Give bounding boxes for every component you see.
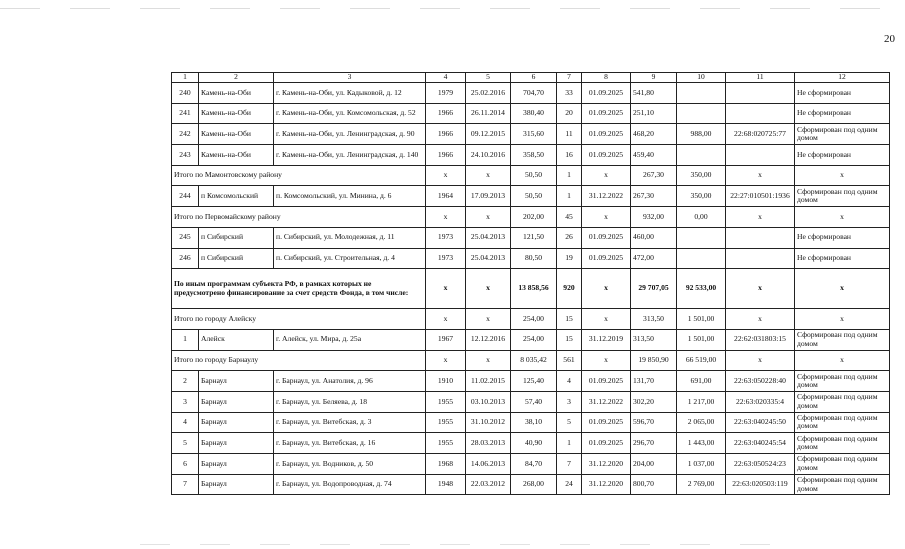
table-cell: 7 (557, 454, 582, 475)
column-number: 11 (726, 73, 795, 83)
table-cell: 245 (172, 227, 199, 248)
table-cell: 22:63:050228:40 (726, 371, 795, 392)
subtotal-cell: 313,50 (631, 309, 677, 330)
table-cell: 01.09.2025 (582, 124, 631, 145)
table-cell: 01.09.2025 (582, 371, 631, 392)
table-cell: п. Сибирский, ул. Молодежная, д. 11 (274, 227, 426, 248)
page-number: 20 (884, 33, 895, 45)
column-number: 4 (426, 73, 466, 83)
table-cell: 4 (172, 412, 199, 433)
table-cell: 01.09.2025 (582, 145, 631, 166)
table-cell: 1955 (426, 412, 466, 433)
table-cell: Сформирован под одним домом (795, 371, 890, 392)
table-cell: 31.12.2022 (582, 186, 631, 207)
table-row (172, 454, 890, 475)
subtotal-cell: x (426, 207, 466, 228)
subtotal-cell: x (426, 309, 466, 330)
table-cell: 704,70 (511, 83, 557, 104)
table-cell: г. Барнаул, ул. Беляева, д. 18 (274, 391, 426, 412)
table-cell: 15 (557, 329, 582, 350)
table-cell: 33 (557, 83, 582, 104)
subtotal-row (172, 207, 890, 228)
table-cell: 204,00 (631, 454, 677, 475)
subtotal-cell: 1 (557, 165, 582, 186)
subtotal-cell: x (426, 165, 466, 186)
subtotal-cell: 8 035,42 (511, 350, 557, 371)
table-cell: 131,70 (631, 371, 677, 392)
table-cell: 268,00 (511, 474, 557, 495)
table-cell (726, 145, 795, 166)
subtotal-cell: x (582, 207, 631, 228)
table-cell: 691,00 (677, 371, 726, 392)
table-cell: 1 443,00 (677, 433, 726, 454)
subtotal-cell: x (466, 269, 511, 309)
table-cell: 26.11.2014 (466, 103, 511, 124)
table-cell: 22.03.2012 (466, 474, 511, 495)
table-cell: 22:63:050524:23 (726, 454, 795, 475)
table-cell: Сформирован под одним домом (795, 412, 890, 433)
table-cell: 242 (172, 124, 199, 145)
table-cell: г. Барнаул, ул. Витебская, д. 3 (274, 412, 426, 433)
table-cell: 3 (172, 391, 199, 412)
table-cell: 16 (557, 145, 582, 166)
table-cell: 25.02.2016 (466, 83, 511, 104)
table-cell: 1979 (426, 83, 466, 104)
subtotal-label: Итого по Мамонтовскому району (172, 165, 426, 186)
table-cell: 1 (557, 433, 582, 454)
table-cell: п Сибирский (199, 227, 274, 248)
subtotal-cell: 0,00 (677, 207, 726, 228)
subtotal-cell: 29 707,05 (631, 269, 677, 309)
table-cell: п Сибирский (199, 248, 274, 269)
table-row (172, 371, 890, 392)
subtotal-label: По иным программам субъекта РФ, в рамках которых не предусмотрено финансирование за счет средств Фонда, в том числе: (172, 269, 426, 309)
table-cell: 468,20 (631, 124, 677, 145)
subtotal-cell: 13 858,56 (511, 269, 557, 309)
column-number: 8 (582, 73, 631, 83)
subtotal-cell: x (582, 350, 631, 371)
subtotal-cell: x (726, 350, 795, 371)
subtotal-cell: x (582, 309, 631, 330)
table-row (172, 391, 890, 412)
table-cell: Сформирован под одним домом (795, 186, 890, 207)
column-number: 2 (199, 73, 274, 83)
subtotal-cell: 19 850,90 (631, 350, 677, 371)
table-cell: 1973 (426, 248, 466, 269)
table-cell: п. Сибирский, ул. Строительная, д. 4 (274, 248, 426, 269)
column-number-row (172, 73, 890, 83)
table-row (172, 145, 890, 166)
table-cell: п. Комсомольский, ул. Минина, д. 6 (274, 186, 426, 207)
table-cell: 296,70 (631, 433, 677, 454)
subtotal-cell: x (795, 309, 890, 330)
table-cell: 302,20 (631, 391, 677, 412)
table-cell: 01.09.2025 (582, 227, 631, 248)
table-cell: 240 (172, 83, 199, 104)
table-row (172, 433, 890, 454)
column-number: 6 (511, 73, 557, 83)
table-cell: 22:63:020503:119 (726, 474, 795, 495)
scan-artifact-top (0, 8, 905, 9)
table-row (172, 474, 890, 495)
table-cell: 03.10.2013 (466, 391, 511, 412)
table-cell: 4 (557, 371, 582, 392)
table-cell: г. Алейск, ул. Мира, д. 25а (274, 329, 426, 350)
table-cell (677, 145, 726, 166)
table-cell: 1955 (426, 433, 466, 454)
table-cell: 31.12.2020 (582, 454, 631, 475)
table-cell: 40,90 (511, 433, 557, 454)
table-cell: 25.04.2013 (466, 248, 511, 269)
table-cell: г. Барнаул, ул. Витебская, д. 16 (274, 433, 426, 454)
subtotal-cell: 92 533,00 (677, 269, 726, 309)
subtotal-cell: 267,30 (631, 165, 677, 186)
table-cell: 121,50 (511, 227, 557, 248)
table-cell: 251,10 (631, 103, 677, 124)
table-cell: 350,00 (677, 186, 726, 207)
table-cell: 31.10.2012 (466, 412, 511, 433)
table-cell: 1 217,00 (677, 391, 726, 412)
subtotal-cell: x (466, 309, 511, 330)
table-cell: 1948 (426, 474, 466, 495)
table-cell: Барнаул (199, 371, 274, 392)
table-cell (677, 227, 726, 248)
table-cell: Барнаул (199, 454, 274, 475)
subtotal-row (172, 165, 890, 186)
table-cell: 24 (557, 474, 582, 495)
table-cell: Барнаул (199, 391, 274, 412)
table-cell: Барнаул (199, 433, 274, 454)
table-cell: Не сформирован (795, 145, 890, 166)
table-cell: 01.09.2025 (582, 433, 631, 454)
table-row (172, 329, 890, 350)
table-cell: 596,70 (631, 412, 677, 433)
table-cell: 01.09.2025 (582, 103, 631, 124)
table-cell: 1966 (426, 103, 466, 124)
table-cell: 20 (557, 103, 582, 124)
table-cell: 11.02.2015 (466, 371, 511, 392)
subtotal-cell: x (426, 269, 466, 309)
table-cell: 28.03.2013 (466, 433, 511, 454)
table-cell (677, 103, 726, 124)
column-number: 7 (557, 73, 582, 83)
table-cell: 26 (557, 227, 582, 248)
table-cell: Барнаул (199, 474, 274, 495)
table-cell: 01.09.2025 (582, 412, 631, 433)
table-cell: Сформирован под одним домом (795, 124, 890, 145)
table-cell: Камень-на-Оби (199, 103, 274, 124)
subtotal-row (172, 309, 890, 330)
table-cell: Не сформирован (795, 227, 890, 248)
table-cell: 1967 (426, 329, 466, 350)
table-cell: 246 (172, 248, 199, 269)
table-row (172, 103, 890, 124)
table-cell: 7 (172, 474, 199, 495)
table-cell: 31.12.2020 (582, 474, 631, 495)
table-cell: Сформирован под одним домом (795, 454, 890, 475)
table-cell: 57,40 (511, 391, 557, 412)
table-cell: 241 (172, 103, 199, 124)
table-cell: 09.12.2015 (466, 124, 511, 145)
table-cell: г. Барнаул, ул. Водников, д. 50 (274, 454, 426, 475)
subtotal-label: Итого по Первомайскому району (172, 207, 426, 228)
table-cell: 254,00 (511, 329, 557, 350)
table-cell: 1966 (426, 145, 466, 166)
table-cell: 5 (557, 412, 582, 433)
table-cell: 5 (172, 433, 199, 454)
table-cell: 3 (557, 391, 582, 412)
subtotal-cell: x (426, 350, 466, 371)
table-cell: г. Камень-на-Оби, ул. Ленинградская, д. 90 (274, 124, 426, 145)
table-cell: 2 (172, 371, 199, 392)
subtotal-cell: 350,00 (677, 165, 726, 186)
table-cell: г. Барнаул, ул. Водопроводная, д. 74 (274, 474, 426, 495)
subtotal-cell: x (795, 269, 890, 309)
table-cell: Барнаул (199, 412, 274, 433)
table-cell: 24.10.2016 (466, 145, 511, 166)
subtotal-cell: x (466, 350, 511, 371)
table-cell: Сформирован под одним домом (795, 474, 890, 495)
table-cell: 1 (557, 186, 582, 207)
table-cell: Камень-на-Оби (199, 124, 274, 145)
table-cell: 6 (172, 454, 199, 475)
table-cell: п Комсомольский (199, 186, 274, 207)
subtotal-cell: x (726, 269, 795, 309)
table-cell: г. Барнаул, ул. Анатолия, д. 96 (274, 371, 426, 392)
column-number: 12 (795, 73, 890, 83)
table-cell: 800,70 (631, 474, 677, 495)
table-cell: Не сформирован (795, 248, 890, 269)
table-cell: 1 037,00 (677, 454, 726, 475)
table-cell: 988,00 (677, 124, 726, 145)
table-cell (677, 248, 726, 269)
table-cell: 31.12.2022 (582, 391, 631, 412)
subtotal-cell: 920 (557, 269, 582, 309)
table-row (172, 412, 890, 433)
table-cell: 31.12.2019 (582, 329, 631, 350)
table-cell: 01.09.2025 (582, 248, 631, 269)
subtotal-cell: x (795, 207, 890, 228)
table-cell: 2 769,00 (677, 474, 726, 495)
column-number: 9 (631, 73, 677, 83)
table-cell: 38,10 (511, 412, 557, 433)
subtotal-cell: 202,00 (511, 207, 557, 228)
table-cell (726, 83, 795, 104)
table-cell: 22:27:010501:1936 (726, 186, 795, 207)
subtotal-label: Итого по городу Алейску (172, 309, 426, 330)
table-cell: 460,00 (631, 227, 677, 248)
table-cell (726, 103, 795, 124)
subtotal-cell: x (582, 269, 631, 309)
housing-table (171, 72, 890, 495)
table-row (172, 227, 890, 248)
table-cell: 313,50 (631, 329, 677, 350)
table-cell: 2 065,00 (677, 412, 726, 433)
subtotal-cell: 254,00 (511, 309, 557, 330)
subtotal-row (172, 350, 890, 371)
subtotal-cell: x (582, 165, 631, 186)
table-cell: Камень-на-Оби (199, 145, 274, 166)
table-cell: 84,70 (511, 454, 557, 475)
table-cell: 22:68:020725:77 (726, 124, 795, 145)
scan-artifact-bottom (140, 544, 790, 545)
table-cell: 19 (557, 248, 582, 269)
subtotal-cell: 1 501,00 (677, 309, 726, 330)
table-cell: 22:63:040245:54 (726, 433, 795, 454)
table-cell: 14.06.2013 (466, 454, 511, 475)
column-number: 5 (466, 73, 511, 83)
subtotal-cell: 66 519,00 (677, 350, 726, 371)
table-cell: Сформирован под одним домом (795, 329, 890, 350)
table-cell: 1955 (426, 391, 466, 412)
table-cell: 17.09.2013 (466, 186, 511, 207)
table-row (172, 124, 890, 145)
table-cell: г. Камень-на-Оби, ул. Ленинградская, д. 140 (274, 145, 426, 166)
table-cell: 22:63:040245:50 (726, 412, 795, 433)
table-cell: 125,40 (511, 371, 557, 392)
table-cell: 22:63:020335:4 (726, 391, 795, 412)
table-row (172, 186, 890, 207)
subtotal-cell: x (466, 165, 511, 186)
table-cell (726, 227, 795, 248)
table-cell: 380,40 (511, 103, 557, 124)
subtotal-cell: x (466, 207, 511, 228)
table-cell: 459,40 (631, 145, 677, 166)
table-cell: 22:62:031803:15 (726, 329, 795, 350)
table-cell: 80,50 (511, 248, 557, 269)
table-cell: Сформирован под одним домом (795, 391, 890, 412)
table-cell: 1964 (426, 186, 466, 207)
table-cell: 315,60 (511, 124, 557, 145)
subtotal-cell: 45 (557, 207, 582, 228)
table-cell: г. Камень-на-Оби, ул. Кадыковой, д. 12 (274, 83, 426, 104)
table-cell: Алейск (199, 329, 274, 350)
subtotal-cell: x (726, 309, 795, 330)
table-cell: 25.04.2013 (466, 227, 511, 248)
column-number: 1 (172, 73, 199, 83)
table-cell: 11 (557, 124, 582, 145)
table-cell: 1910 (426, 371, 466, 392)
table-cell: 472,00 (631, 248, 677, 269)
table-cell: 541,80 (631, 83, 677, 104)
table-cell (726, 248, 795, 269)
table-cell: 358,50 (511, 145, 557, 166)
table-cell: 1973 (426, 227, 466, 248)
subtotal-cell: x (726, 207, 795, 228)
table-cell: 1 (172, 329, 199, 350)
table-cell: Не сформирован (795, 103, 890, 124)
subtotal-cell: 561 (557, 350, 582, 371)
table-cell: 1966 (426, 124, 466, 145)
table-row (172, 83, 890, 104)
table-cell: 243 (172, 145, 199, 166)
column-number: 10 (677, 73, 726, 83)
subtotal-cell: 932,00 (631, 207, 677, 228)
column-number: 3 (274, 73, 426, 83)
subtotal-cell: 15 (557, 309, 582, 330)
table-cell (677, 83, 726, 104)
subtotal-cell: x (795, 350, 890, 371)
subtotal-cell: x (795, 165, 890, 186)
table-cell: 12.12.2016 (466, 329, 511, 350)
table-cell: Не сформирован (795, 83, 890, 104)
table-cell: Сформирован под одним домом (795, 433, 890, 454)
table-cell: 50,50 (511, 186, 557, 207)
subtotal-cell: x (726, 165, 795, 186)
table-row (172, 248, 890, 269)
subtotal-label: Итого по городу Барнаулу (172, 350, 426, 371)
subtotal-row (172, 269, 890, 309)
table-cell: 1968 (426, 454, 466, 475)
subtotal-cell: 50,50 (511, 165, 557, 186)
table-cell: 1 501,00 (677, 329, 726, 350)
table-cell: г. Камень-на-Оби, ул. Комсомольская, д. 52 (274, 103, 426, 124)
table-cell: Камень-на-Оби (199, 83, 274, 104)
table-cell: 244 (172, 186, 199, 207)
table-cell: 01.09.2025 (582, 83, 631, 104)
table-cell: 267,30 (631, 186, 677, 207)
